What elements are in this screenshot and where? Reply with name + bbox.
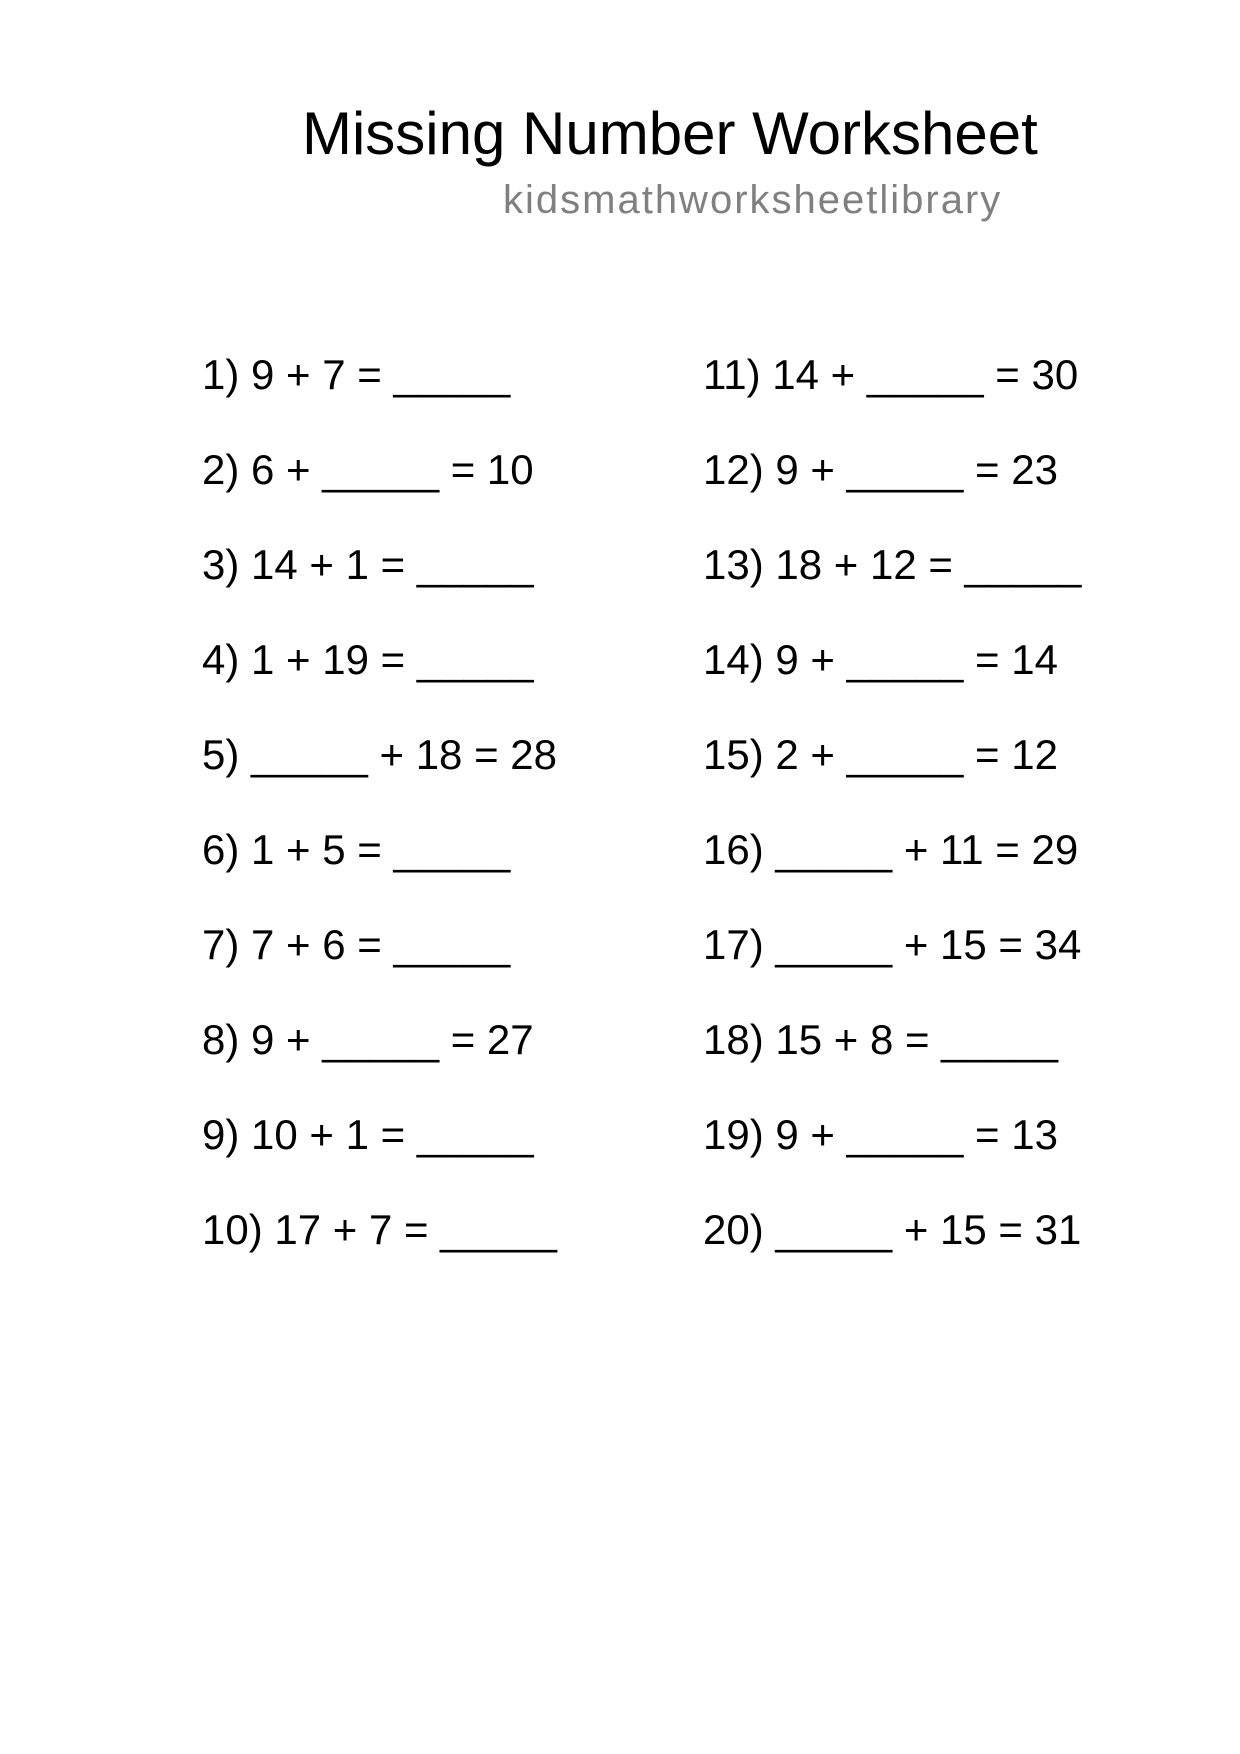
problem-7 [202, 921, 511, 968]
problem-number: 9) [202, 1111, 240, 1158]
problem-19 [703, 1111, 1058, 1158]
problem-number: 10) [202, 1206, 263, 1253]
problem-equation: 1 + 19 = _____ [251, 636, 534, 683]
problem-11 [703, 351, 1079, 398]
problem-number: 16) [703, 826, 764, 873]
problem-equation: 2 + _____ = 12 [775, 731, 1058, 778]
problem-equation: _____ + 11 = 29 [775, 826, 1079, 873]
problem-13 [703, 541, 1082, 588]
problem-17 [703, 921, 1082, 968]
problem-15 [703, 731, 1058, 778]
problem-number: 1) [202, 351, 240, 398]
problem-3 [202, 541, 534, 588]
problem-equation: 14 + 1 = _____ [251, 541, 534, 588]
problem-16 [703, 826, 1079, 873]
problem-number: 3) [202, 541, 240, 588]
problem-4 [202, 636, 534, 683]
problem-number: 17) [703, 921, 764, 968]
problem-number: 8) [202, 1016, 240, 1063]
problem-6 [202, 826, 511, 873]
problem-equation: 9 + _____ = 23 [775, 446, 1058, 493]
worksheet-title: Missing Number Worksheet [302, 100, 1038, 167]
problem-2 [202, 446, 534, 493]
problem-equation: 18 + 12 = _____ [775, 541, 1082, 588]
problem-equation: 10 + 1 = _____ [251, 1111, 534, 1158]
problem-5 [202, 731, 557, 778]
problem-equation: 6 + _____ = 10 [251, 446, 534, 493]
problem-equation: 14 + _____ = 30 [772, 351, 1079, 398]
problem-equation: _____ + 18 = 28 [251, 731, 557, 778]
problem-12 [703, 446, 1058, 493]
problem-number: 14) [703, 636, 764, 683]
problem-number: 12) [703, 446, 764, 493]
worksheet-subtitle: kidsmathworksheetlibrary [503, 178, 1003, 222]
problem-equation: 9 + _____ = 14 [775, 636, 1058, 683]
problem-equation: 9 + 7 = _____ [251, 351, 511, 398]
problem-10 [202, 1206, 557, 1253]
problem-equation: 1 + 5 = _____ [251, 826, 511, 873]
problem-8 [202, 1016, 534, 1063]
problem-equation: _____ + 15 = 31 [775, 1206, 1082, 1253]
problem-9 [202, 1111, 534, 1158]
problem-number: 19) [703, 1111, 764, 1158]
problem-number: 15) [703, 731, 764, 778]
problem-1 [202, 351, 511, 398]
problem-number: 11) [703, 351, 761, 398]
problem-equation: _____ + 15 = 34 [775, 921, 1082, 968]
problem-number: 5) [202, 731, 240, 778]
problem-number: 18) [703, 1016, 764, 1063]
problem-equation: 9 + _____ = 27 [251, 1016, 534, 1063]
problem-equation: 15 + 8 = _____ [775, 1016, 1058, 1063]
problem-number: 13) [703, 541, 764, 588]
problem-equation: 9 + _____ = 13 [775, 1111, 1058, 1158]
problem-14 [703, 636, 1058, 683]
problem-equation: 17 + 7 = _____ [274, 1206, 557, 1253]
problem-number: 6) [202, 826, 240, 873]
problem-20 [703, 1206, 1082, 1253]
problem-number: 7) [202, 921, 240, 968]
problem-number: 20) [703, 1206, 764, 1253]
problem-18 [703, 1016, 1058, 1063]
problem-number: 4) [202, 636, 240, 683]
problem-equation: 7 + 6 = _____ [251, 921, 511, 968]
problem-number: 2) [202, 446, 240, 493]
